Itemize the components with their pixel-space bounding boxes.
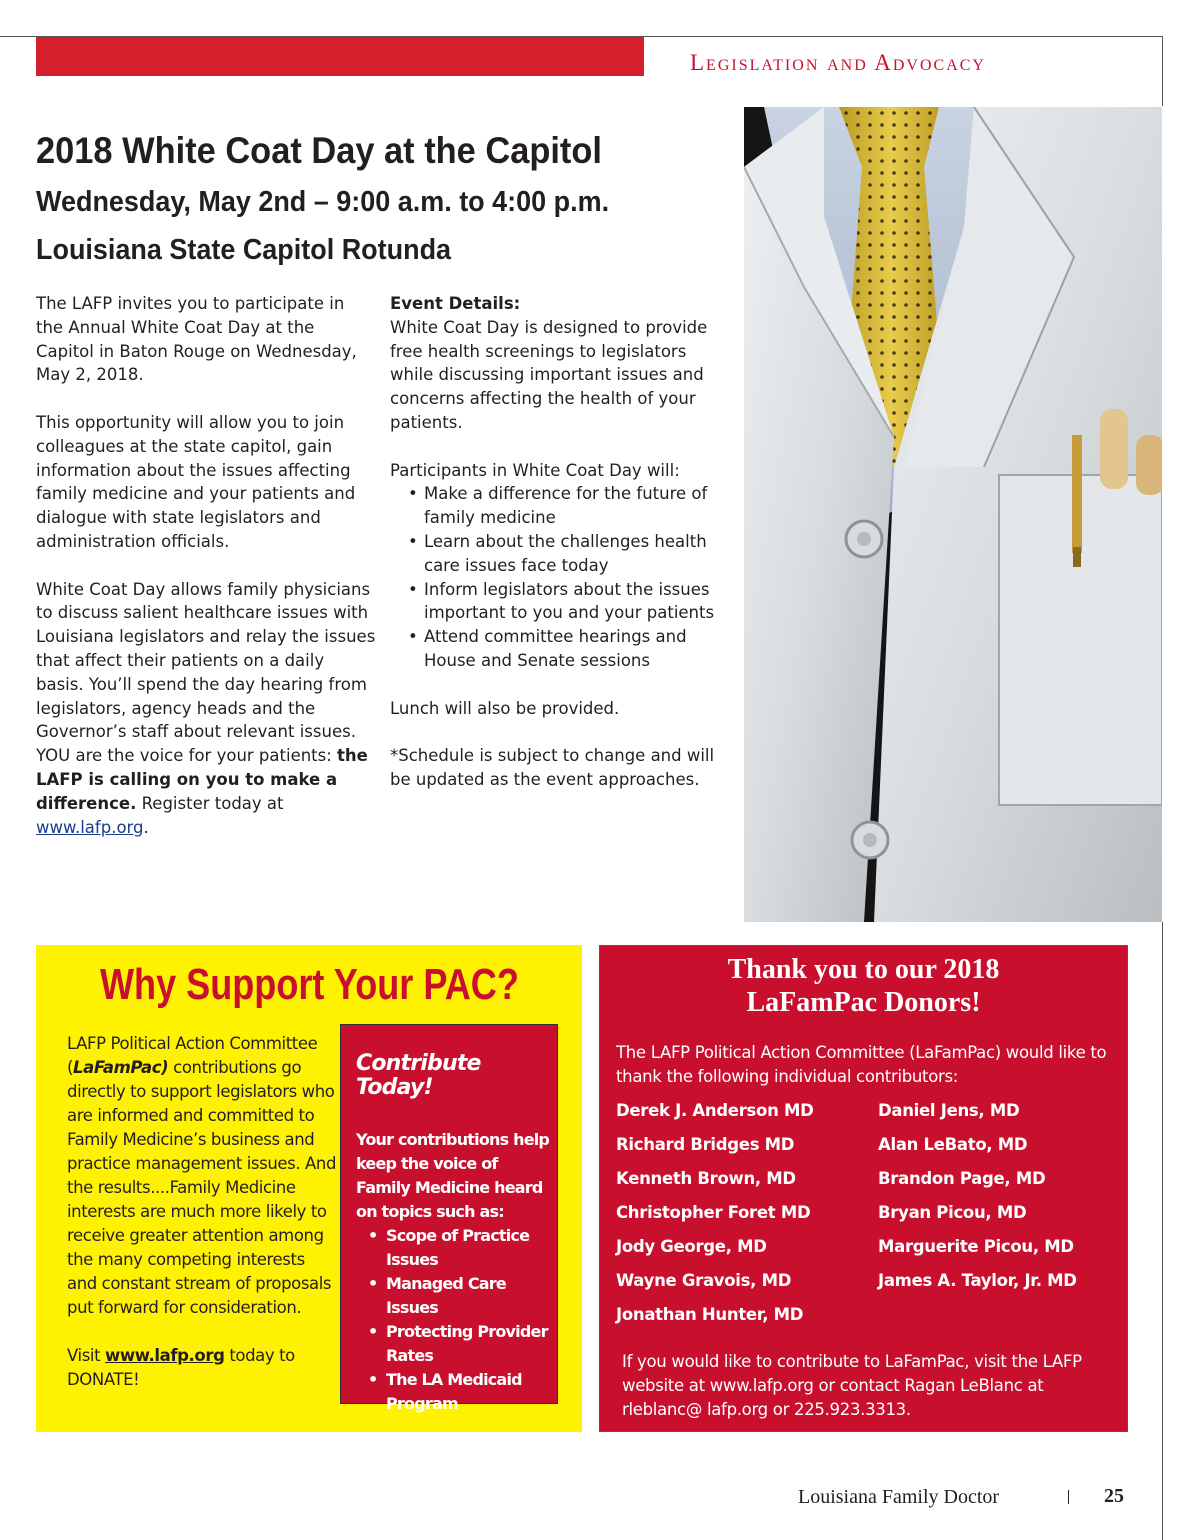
right-rule-lower [1162, 922, 1163, 1540]
white-coat-illustration [744, 107, 1162, 922]
donor-name: Christopher Foret MD [616, 1203, 811, 1222]
footer-separator [1068, 1490, 1069, 1504]
donor-name: James A. Taylor, Jr. MD [878, 1271, 1077, 1290]
article-column-1 [36, 292, 376, 863]
donor-name: Brandon Page, MD [878, 1169, 1046, 1188]
contribute-intro: Your contributions help keep the voice of Family Medicine heard on topics such as: [356, 1130, 550, 1221]
contribute-topics [356, 1224, 556, 1416]
white-coat-paragraph [36, 578, 376, 840]
donor-name: Jody George, MD [616, 1237, 767, 1256]
article-location: Louisiana State Capitol Rotunda [36, 234, 452, 266]
publication-name: Louisiana Family Doctor [798, 1486, 1000, 1508]
event-details [390, 292, 725, 435]
pac-text-rest: contributions go directly to support legislators who are informed and committed to Family Medicine’s business and practice management issues. And the results....Family Medicine interests are much more likely to receive greater attention among the many competing interests and constant stream of proposals put forward for consideration. [67, 1058, 337, 1317]
donor-name: Wayne Gravois, MD [616, 1271, 792, 1290]
donor-name: Richard Bridges MD [616, 1135, 795, 1154]
pac-body [67, 1032, 337, 1416]
participants-list [390, 482, 725, 672]
donor-name: Marguerite Picou, MD [878, 1237, 1074, 1256]
donor-name: Alan LeBato, MD [878, 1135, 1028, 1154]
donor-name: Jonathan Hunter, MD [616, 1305, 804, 1324]
list-item: • Inform legislators about the issues important to you and your patients [408, 578, 725, 626]
donate-text: today to DONATE! [67, 1346, 295, 1389]
header-red-bar [36, 37, 644, 76]
visit-paragraph [67, 1344, 337, 1392]
event-details-text: White Coat Day is designed to provide free health screenings to legislators while discussing important issues and concerns affecting the health of your patients. [390, 317, 708, 432]
list-item: • Scope of Practice Issues [368, 1224, 556, 1272]
donor-name: Bryan Picou, MD [878, 1203, 1027, 1222]
visit-text: Visit [67, 1346, 106, 1365]
white-coat-photo [744, 107, 1162, 922]
page-number: 25 [1104, 1485, 1124, 1507]
donors-intro: The LAFP Political Action Committee (LaFamPac) would like to thank the following individual contributors: [616, 1043, 1107, 1086]
pac-paragraph [67, 1032, 337, 1320]
right-rule [1162, 36, 1163, 106]
lunch-note: Lunch will also be provided. [390, 698, 620, 718]
event-details-heading: Event Details: [390, 294, 521, 313]
donate-link[interactable]: www.lafp.org [105, 1346, 225, 1365]
donor-list-left [616, 1094, 814, 1332]
list-item: • Managed Care Issues [368, 1272, 556, 1320]
donor-name: Derek J. Anderson MD [616, 1101, 814, 1120]
pac-text-start: LAFP Political Action Committee ( [67, 1034, 318, 1077]
opportunity-paragraph: This opportunity will allow you to join colleagues at the state capitol, gain information about the issues affecting family medicine and your patients and dialogue with state legislators and administration officials. [36, 412, 356, 551]
article-date: Wednesday, May 2nd – 9:00 a.m. to 4:00 p.m. [36, 186, 610, 218]
list-item: • Make a difference for the future of family medicine [408, 482, 725, 530]
period: . [143, 817, 149, 837]
donor-name: Daniel Jens, MD [878, 1101, 1020, 1120]
paragraph-text: White Coat Day allows family physicians to discuss salient healthcare issues with Louisiana legislators and relay the issues that affect their patients on a daily basis. You’ll spend the day hearing from legislators, agency heads and the Governor’s staff about relevant issues. YOU are the voice for your patients: [36, 579, 376, 766]
list-item: • Attend committee hearings and House and Senate sessions [408, 625, 725, 673]
article-column-2 [390, 292, 725, 816]
lafp-link[interactable]: www.lafp.org [36, 817, 144, 837]
participants-intro: Participants in White Coat Day will: [390, 460, 680, 480]
pac-name: LaFamPac) [73, 1058, 169, 1077]
pac-title-text: Why Support Your PAC? [99, 960, 519, 1009]
donors-title: Thank you to our 2018 LaFamPac Donors! [727, 954, 1000, 1018]
donor-name: Kenneth Brown, MD [616, 1169, 796, 1188]
pac-title [0, 960, 618, 1010]
article-title: 2018 White Coat Day at the Capitol [36, 130, 602, 171]
list-item: • Learn about the challenges health care issues face today [408, 530, 725, 578]
register-text: Register today at [136, 793, 284, 813]
list-item: • The LA Medicaid Program [368, 1368, 556, 1416]
donor-list-right [878, 1094, 1077, 1298]
contribute-body [356, 1128, 556, 1416]
intro-paragraph: The LAFP invites you to participate in the Annual White Coat Day at the Capitol in Baton Rouge on Wednesday, May 2, 2018. [36, 294, 357, 385]
contribute-title: Contribute Today! [356, 1051, 481, 1100]
list-item: • Protecting Provider Rates [368, 1320, 556, 1368]
schedule-note: *Schedule is subject to change and will be updated as the event approaches. [390, 746, 715, 789]
donors-contact: If you would like to contribute to LaFamPac, visit the LAFP website at www.lafp.org or contact Ragan LeBlanc at rleblanc@ lafp.org or 225.923.3313. [622, 1352, 1082, 1419]
section-label: Legislation and Advocacy [690, 50, 986, 75]
call-to-action: the LAFP is calling on you to make a difference. [36, 746, 368, 813]
